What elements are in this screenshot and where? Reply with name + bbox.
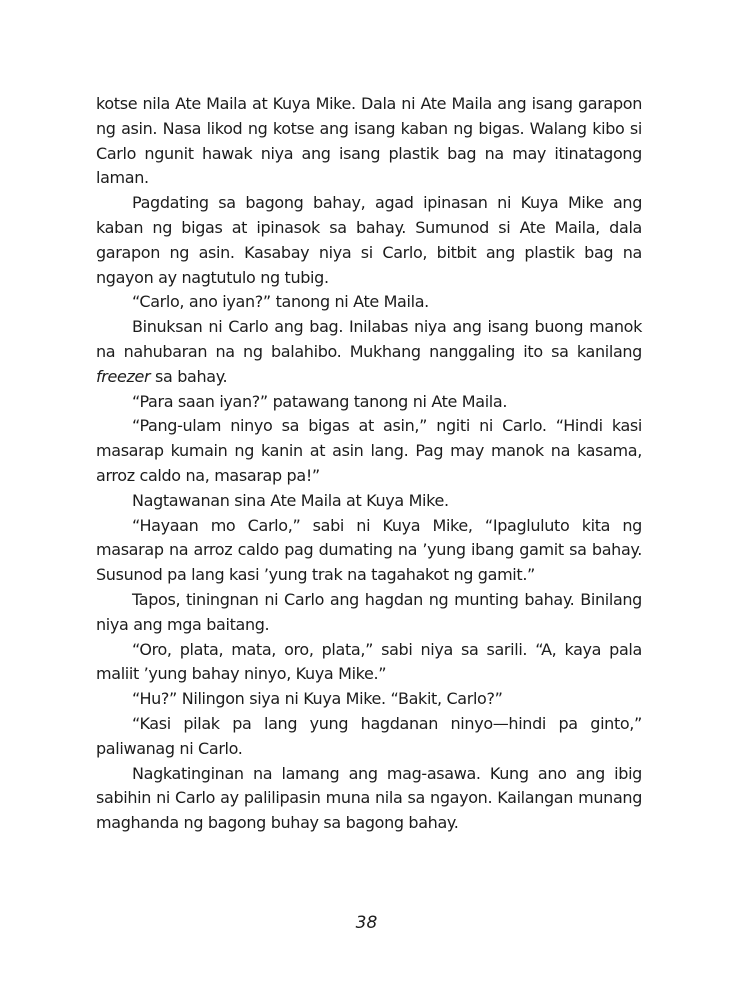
paragraph-13: Nagkatinginan na lamang ang mag-asawa. Kung ano ang ibig sabihin ni Carlo ay palilipasin muna nila sa ngayon. Kailangan munang maghanda ng bagong buhay sa bagong bahay. <box>96 763 642 833</box>
body-text <box>96 92 642 836</box>
paragraph-4 <box>96 315 642 389</box>
paragraph-9: Tapos, tiningnan ni Carlo ang hagdan ng munting bahay. Binilang niya ang mga baitang. <box>96 589 642 634</box>
paragraph-12: “Kasi pilak pa lang yung hagdanan ninyo—hindi pa ginto,” paliwanag ni Carlo. <box>96 713 642 758</box>
paragraph-2: Pagdating sa bagong bahay, agad ipinasan ni Kuya Mike ang kaban ng bigas at ipinasok sa bahay. Sumunod si Ate Maila, dala garapon ng asin. Kasabay niya si Carlo, bitbit ang plastik bag na ngayon ay nagtutulo ng tubig. <box>96 193 642 287</box>
page-number: 38 <box>355 913 378 933</box>
paragraph-4-text-before: Binuksan ni Carlo ang bag. Inilabas niya ang isang buong manok na nahubaran na ng balahibo. Mukhang nanggaling ito sa kanilang <box>96 317 642 361</box>
paragraph-4-text-after: sa bahay. <box>150 366 228 386</box>
paragraph-11: “Hu?” Nilingon siya ni Kuya Mike. “Bakit, Carlo?” <box>132 689 503 709</box>
paragraph-10: “Oro, plata, mata, oro, plata,” sabi niya sa sarili. “A, kaya pala maliit ’yung bahay ninyo, Kuya Mike.” <box>96 639 642 684</box>
paragraph-7: Nagtawanan sina Ate Maila at Kuya Mike. <box>132 490 449 510</box>
paragraph-5: “Para saan iyan?” patawang tanong ni Ate Maila. <box>132 391 508 411</box>
italic-word-freezer: freezer <box>96 366 151 386</box>
paragraph-8: “Hayaan mo Carlo,” sabi ni Kuya Mike, “Ipagluluto kita ng masarap na arroz caldo pag dumating na ’yung ibang gamit sa bahay. Susunod pa lang kasi ’yung trak na tagahakot ng gamit.” <box>96 515 642 585</box>
paragraph-6: “Pang-ulam ninyo sa bigas at asin,” ngiti ni Carlo. “Hindi kasi masarap kumain ng kanin at asin lang. Pag may manok na kasama, arroz caldo na, masarap pa!” <box>96 416 642 485</box>
paragraph-1: kotse nila Ate Maila at Kuya Mike. Dala ni Ate Maila ang isang garapon ng asin. Nasa likod ng kotse ang isang kaban ng bigas. Walang kibo si Carlo ngunit hawak niya ang isang plastik bag na may itinatagong laman. <box>96 94 642 188</box>
paragraph-3: “Carlo, ano iyan?” tanong ni Ate Maila. <box>132 292 429 312</box>
